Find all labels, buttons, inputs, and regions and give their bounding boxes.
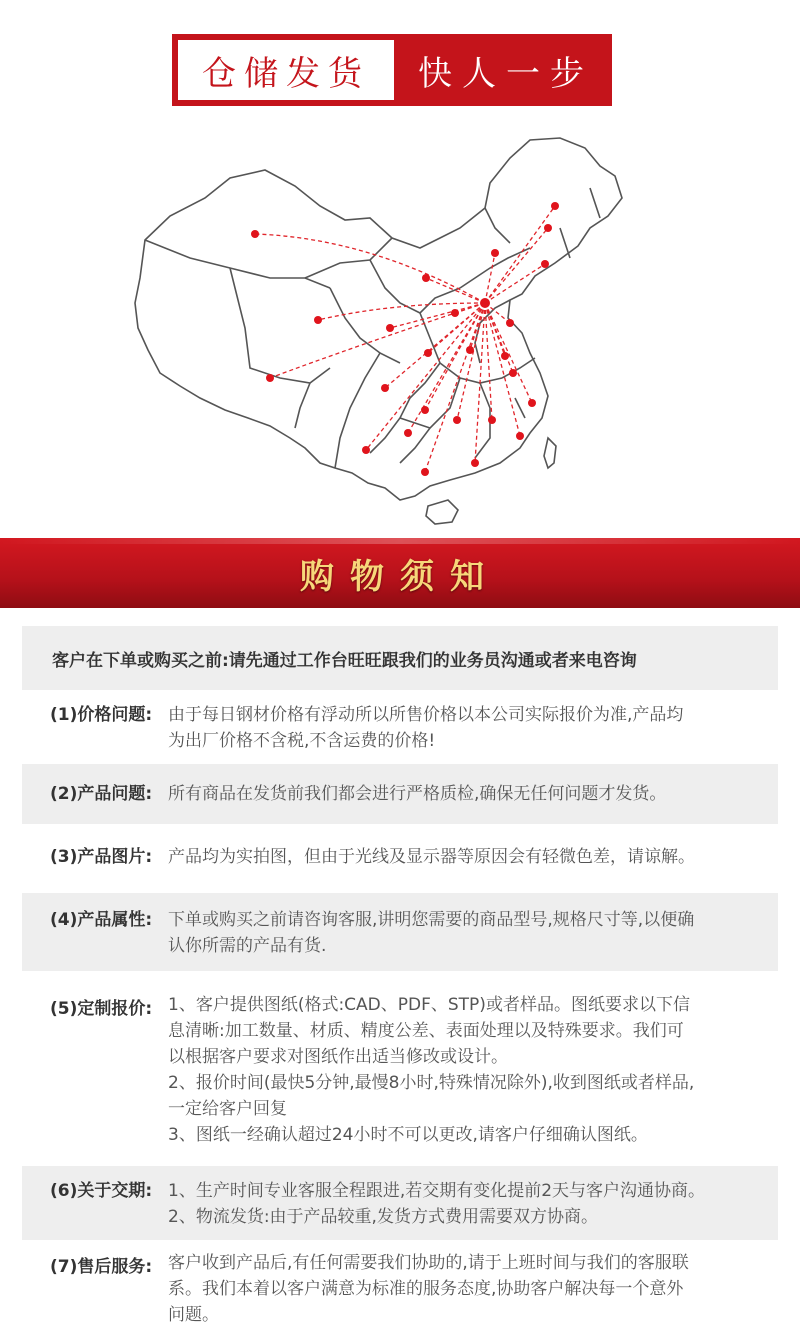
notice-line: 为出厂价格不含税,不含运费的价格! bbox=[168, 731, 436, 751]
notice-label: (6)关于交期: bbox=[50, 1181, 153, 1201]
notice-label: (5)定制报价: bbox=[50, 999, 153, 1019]
banner-left-text: 仓储发货 bbox=[172, 34, 400, 106]
notice-line: 系。我们本着以客户满意为标准的服务态度,协助客户解决每一个意外 bbox=[168, 1279, 684, 1299]
notice-line: 息清晰:加工数量、材质、精度公差、表面处理以及特殊要求。我们可 bbox=[168, 1021, 684, 1041]
notice-item-product bbox=[22, 764, 778, 824]
notice-body bbox=[168, 992, 768, 1148]
notice-item-images bbox=[22, 824, 778, 890]
header-shine bbox=[0, 538, 800, 544]
notice-label: (7)售后服务: bbox=[50, 1257, 153, 1277]
notice-line: 产品均为实拍图，但由于光线及显示器等原因会有轻微色差，请谅解。 bbox=[168, 847, 695, 867]
notice-label: (4)产品属性: bbox=[50, 910, 153, 930]
banner-right-text: 快人一步 bbox=[400, 34, 612, 106]
notice-label: (3)产品图片: bbox=[50, 847, 153, 867]
notice-body bbox=[168, 1250, 768, 1328]
notice-line: 3、图纸一经确认超过24小时不可以更改,请客户仔细确认图纸。 bbox=[168, 1125, 648, 1145]
notice-line: 下单或购买之前请咨询客服,讲明您需要的商品型号,规格尺寸等,以便确 bbox=[168, 910, 695, 930]
notice-body bbox=[168, 702, 768, 754]
section-header bbox=[0, 538, 800, 608]
china-shipping-map bbox=[130, 128, 640, 528]
notice-body bbox=[168, 781, 768, 807]
notice-line: 认你所需的产品有货. bbox=[168, 936, 327, 956]
notice-line: 以根据客户要求对图纸作出适当修改或设计。 bbox=[168, 1047, 508, 1067]
notice-item-delivery bbox=[22, 1166, 778, 1240]
notice-line: 2、报价时间(最快5分钟,最慢8小时,特殊情况除外),收到图纸或者样品, bbox=[168, 1073, 695, 1093]
notice-line: 1、生产时间专业客服全程跟进,若交期有变化提前2天与客户沟通协商。 bbox=[168, 1181, 706, 1201]
notice-item-custom-quote bbox=[22, 984, 778, 1160]
top-banner bbox=[172, 34, 612, 106]
notice-line: 问题。 bbox=[168, 1305, 219, 1325]
notice-line: 客户收到产品后,有任何需要我们协助的,请于上班时间与我们的客服联 bbox=[168, 1253, 689, 1273]
notice-body bbox=[168, 844, 768, 870]
section-title: 购物须知 bbox=[300, 556, 500, 597]
notice-intro: 客户在下单或购买之前:请先通过工作台旺旺跟我们的业务员沟通或者来电咨询 bbox=[22, 626, 778, 690]
notice-item-attributes bbox=[22, 893, 778, 971]
notice-line: 一定给客户回复 bbox=[168, 1099, 287, 1119]
notice-line: 所有商品在发货前我们都会进行严格质检,确保无任何问题才发货。 bbox=[168, 784, 667, 804]
notice-label: (2)产品问题: bbox=[50, 784, 153, 804]
map-graphic bbox=[130, 128, 640, 528]
notice-item-after-sales bbox=[22, 1244, 778, 1340]
notice-line: 由于每日钢材价格有浮动所以所售价格以本公司实际报价为准,产品均 bbox=[168, 705, 684, 725]
map-outline bbox=[135, 138, 622, 524]
notice-body bbox=[168, 907, 768, 959]
notice-label: (1)价格问题: bbox=[50, 705, 153, 725]
notice-item-price bbox=[22, 690, 778, 764]
notice-body bbox=[168, 1178, 768, 1230]
notice-line: 2、物流发货:由于产品较重,发货方式费用需要双方协商。 bbox=[168, 1207, 598, 1227]
notice-line: 1、客户提供图纸(格式:CAD、PDF、STP)或者样品。图纸要求以下信 bbox=[168, 995, 690, 1015]
